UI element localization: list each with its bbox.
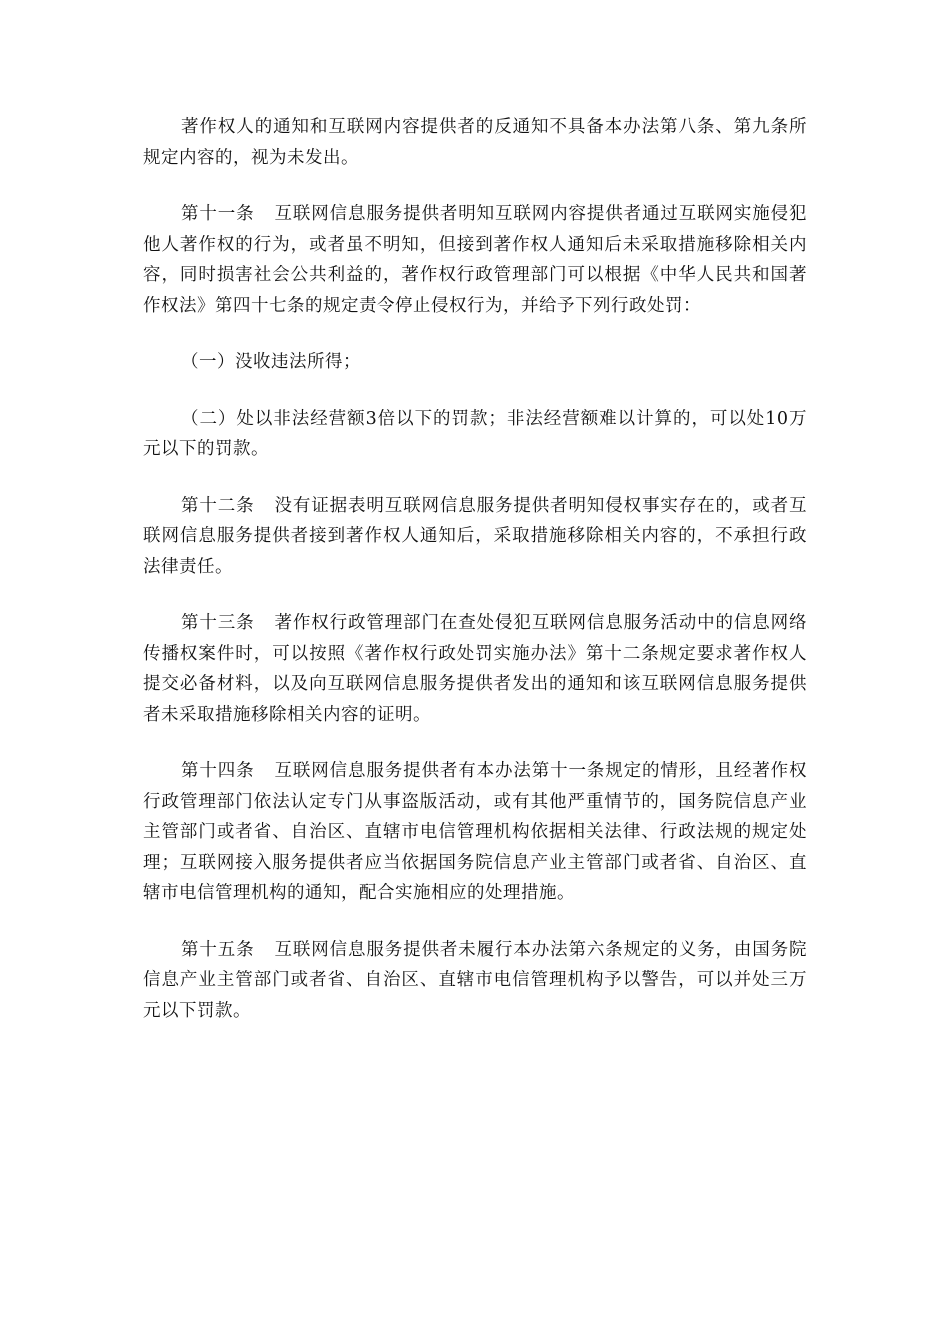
article-label: 第十五条 (181, 939, 255, 960)
article-text: 著作权行政管理部门在查处侵犯互联网信息服务活动中的信息网络传播权案件时，可以按照《著作权行政处罚实施办法》第十二条规定要求著作权人提交必备材料，以及向互联网信息服务提供者发出的通知和该互联网信息服务提供者未采取措施移除相关内容的证明。 (143, 613, 807, 725)
article-13 (143, 608, 807, 730)
paragraph-text: 著作权人的通知和互联网内容提供者的反通知不具备本办法第八条、第九条所规定内容的，视为未发出。 (143, 117, 807, 168)
article-11-item-2 (143, 404, 807, 465)
item-text: （二）处以非法经营额3倍以下的罚款；非法经营额难以计算的，可以处10万元以下的罚款。 (143, 408, 807, 459)
article-text: 互联网信息服务提供者明知互联网内容提供者通过互联网实施侵犯他人著作权的行为，或者虽不明知，但接到著作权人通知后未采取措施移除相关内容，同时损害社会公共利益的，著作权行政管理部门可以根据《中华人民共和国著作权法》第四十七条的规定责令停止侵权行为，并给予下列行政处罚： (143, 204, 807, 316)
item-text: （一）没收违法所得； (181, 352, 361, 372)
article-15 (143, 935, 807, 1027)
article-11-item-1 (143, 347, 807, 378)
article-11 (143, 199, 807, 321)
article-label: 第十三条 (181, 613, 255, 633)
article-12 (143, 491, 807, 583)
article-label: 第十四条 (181, 761, 255, 781)
article-text: 没有证据表明互联网信息服务提供者明知侵权事实存在的，或者互联网信息服务提供者接到著作权人通知后，采取措施移除相关内容的，不承担行政法律责任。 (143, 495, 807, 577)
article-label: 第十二条 (181, 495, 255, 516)
article-14 (143, 756, 807, 909)
paragraph-notice-invalid (143, 112, 807, 173)
document-page (143, 112, 807, 1052)
article-label: 第十一条 (181, 204, 255, 224)
article-text: 互联网信息服务提供者有本办法第十一条规定的情形，且经著作权行政管理部门依法认定专门从事盗版活动，或有其他严重情节的，国务院信息产业主管部门或者省、自治区、直辖市电信管理机构依据相关法律、行政法规的规定处理；互联网接入服务提供者应当依据国务院信息产业主管部门或者省、自治区、直辖市电信管理机构的通知，配合实施相应的处理措施。 (143, 761, 807, 903)
article-text: 互联网信息服务提供者未履行本办法第六条规定的义务，由国务院信息产业主管部门或者省、自治区、直辖市电信管理机构予以警告，可以并处三万元以下罚款。 (143, 939, 807, 1021)
